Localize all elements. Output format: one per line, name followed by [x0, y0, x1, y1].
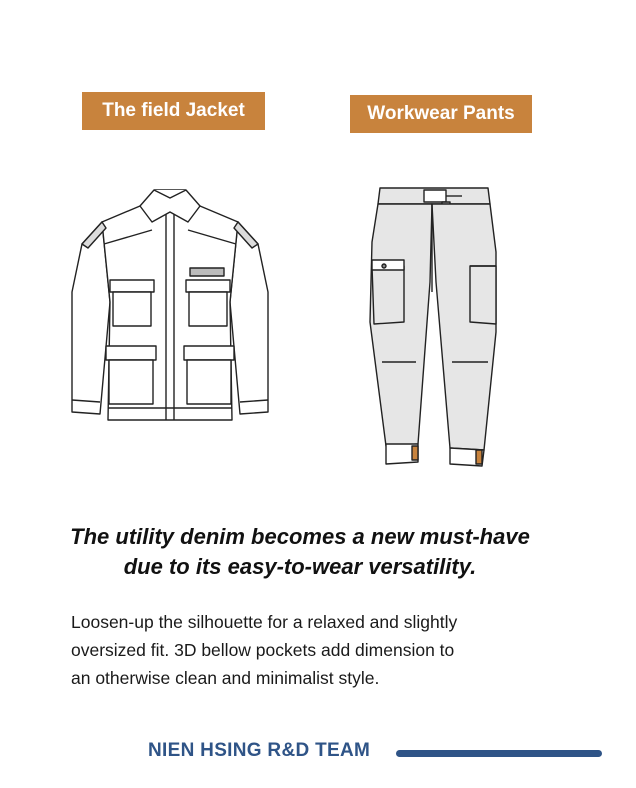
field-jacket-icon [60, 182, 280, 432]
jacket-label [82, 92, 265, 130]
headline-line-2: due to its easy-to-wear versatility. [123, 554, 477, 579]
body-line-3: an otherwise clean and minimalist style. [71, 668, 380, 688]
team-name: NIEN HSING R&D TEAM [148, 740, 371, 761]
body-line-2: oversized fit. 3D bellow pockets add dimension to [71, 640, 455, 660]
workwear-pants-icon [352, 182, 512, 472]
pants-label [350, 95, 532, 133]
headline-line-1: The utility denim becomes a new must-have [70, 524, 530, 549]
pants-label-text: Workwear Pants [367, 103, 515, 124]
body-text [71, 608, 541, 692]
body-line-1: Loosen-up the silhouette for a relaxed and slightly [71, 612, 458, 632]
headline [20, 522, 580, 582]
team-underline-bar [396, 750, 602, 757]
jacket-label-text: The field Jacket [102, 100, 245, 121]
